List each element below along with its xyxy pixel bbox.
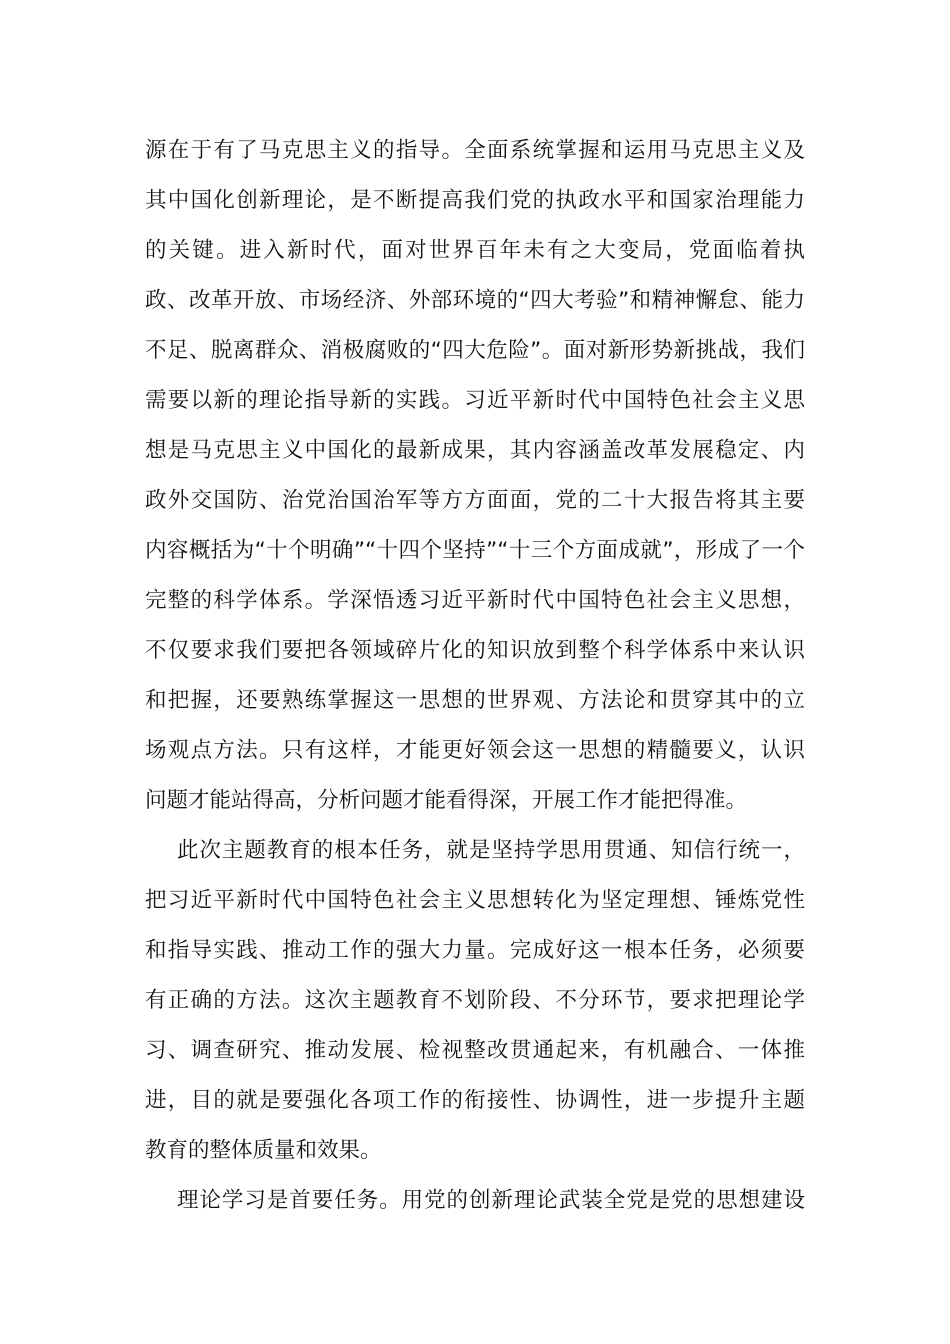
text-line: 场观点方法。只有这样，才能更好领会这一思想的精髓要义，认识 [145,738,805,763]
paragraph-3 [145,1176,805,1226]
text-line: 教育的整体质量和效果。 [145,1138,382,1163]
text-line: 政外交国防、治党治国治军等方方面面，党的二十大报告将其主要 [145,488,805,513]
text-line: 想是马克思主义中国化的最新成果，其内容涵盖改革发展稳定、内 [145,438,805,463]
text-line: 和指导实践、推动工作的强大力量。完成好这一根本任务，必须要 [145,938,805,963]
text-line: 和把握，还要熟练掌握这一思想的世界观、方法论和贯穿其中的立 [145,688,805,713]
text-line: 不仅要求我们要把各领域碎片化的知识放到整个科学体系中来认识 [145,638,805,663]
paragraph-1 [145,126,805,826]
text-line: 有正确的方法。这次主题教育不划阶段、不分环节，要求把理论学 [145,988,805,1013]
text-line: 此次主题教育的根本任务，就是坚持学思用贯通、知信行统一， [177,838,805,863]
text-line: 政、改革开放、市场经济、外部环境的“四大考验”和精神懈怠、能力 [145,288,805,313]
text-line: 需要以新的理论指导新的实践。习近平新时代中国特色社会主义思 [145,388,805,413]
text-line: 习、调查研究、推动发展、检视整改贯通起来，有机融合、一体推 [145,1038,805,1063]
text-line: 不足、脱离群众、消极腐败的“四大危险”。面对新形势新挑战，我们 [145,338,805,363]
document-body [145,126,805,1226]
text-line: 源在于有了马克思主义的指导。全面系统掌握和运用马克思主义及 [145,138,805,163]
text-line: 理论学习是首要任务。用党的创新理论武装全党是党的思想建设 [177,1188,805,1213]
text-line: 其中国化创新理论，是不断提高我们党的执政水平和国家治理能力 [145,188,805,213]
paragraph-2 [145,826,805,1176]
text-line: 的关键。进入新时代，面对世界百年未有之大变局，党面临着执 [145,238,805,263]
text-line: 完整的科学体系。学深悟透习近平新时代中国特色社会主义思想， [145,588,805,613]
text-line: 进，目的就是要强化各项工作的衔接性、协调性，进一步提升主题 [145,1088,805,1113]
text-line: 问题才能站得高，分析问题才能看得深，开展工作才能把得准。 [145,788,748,813]
text-line: 内容概括为“十个明确”“十四个坚持”“十三个方面成就”，形成了一个 [145,538,805,563]
text-line: 把习近平新时代中国特色社会主义思想转化为坚定理想、锤炼党性 [145,888,805,913]
